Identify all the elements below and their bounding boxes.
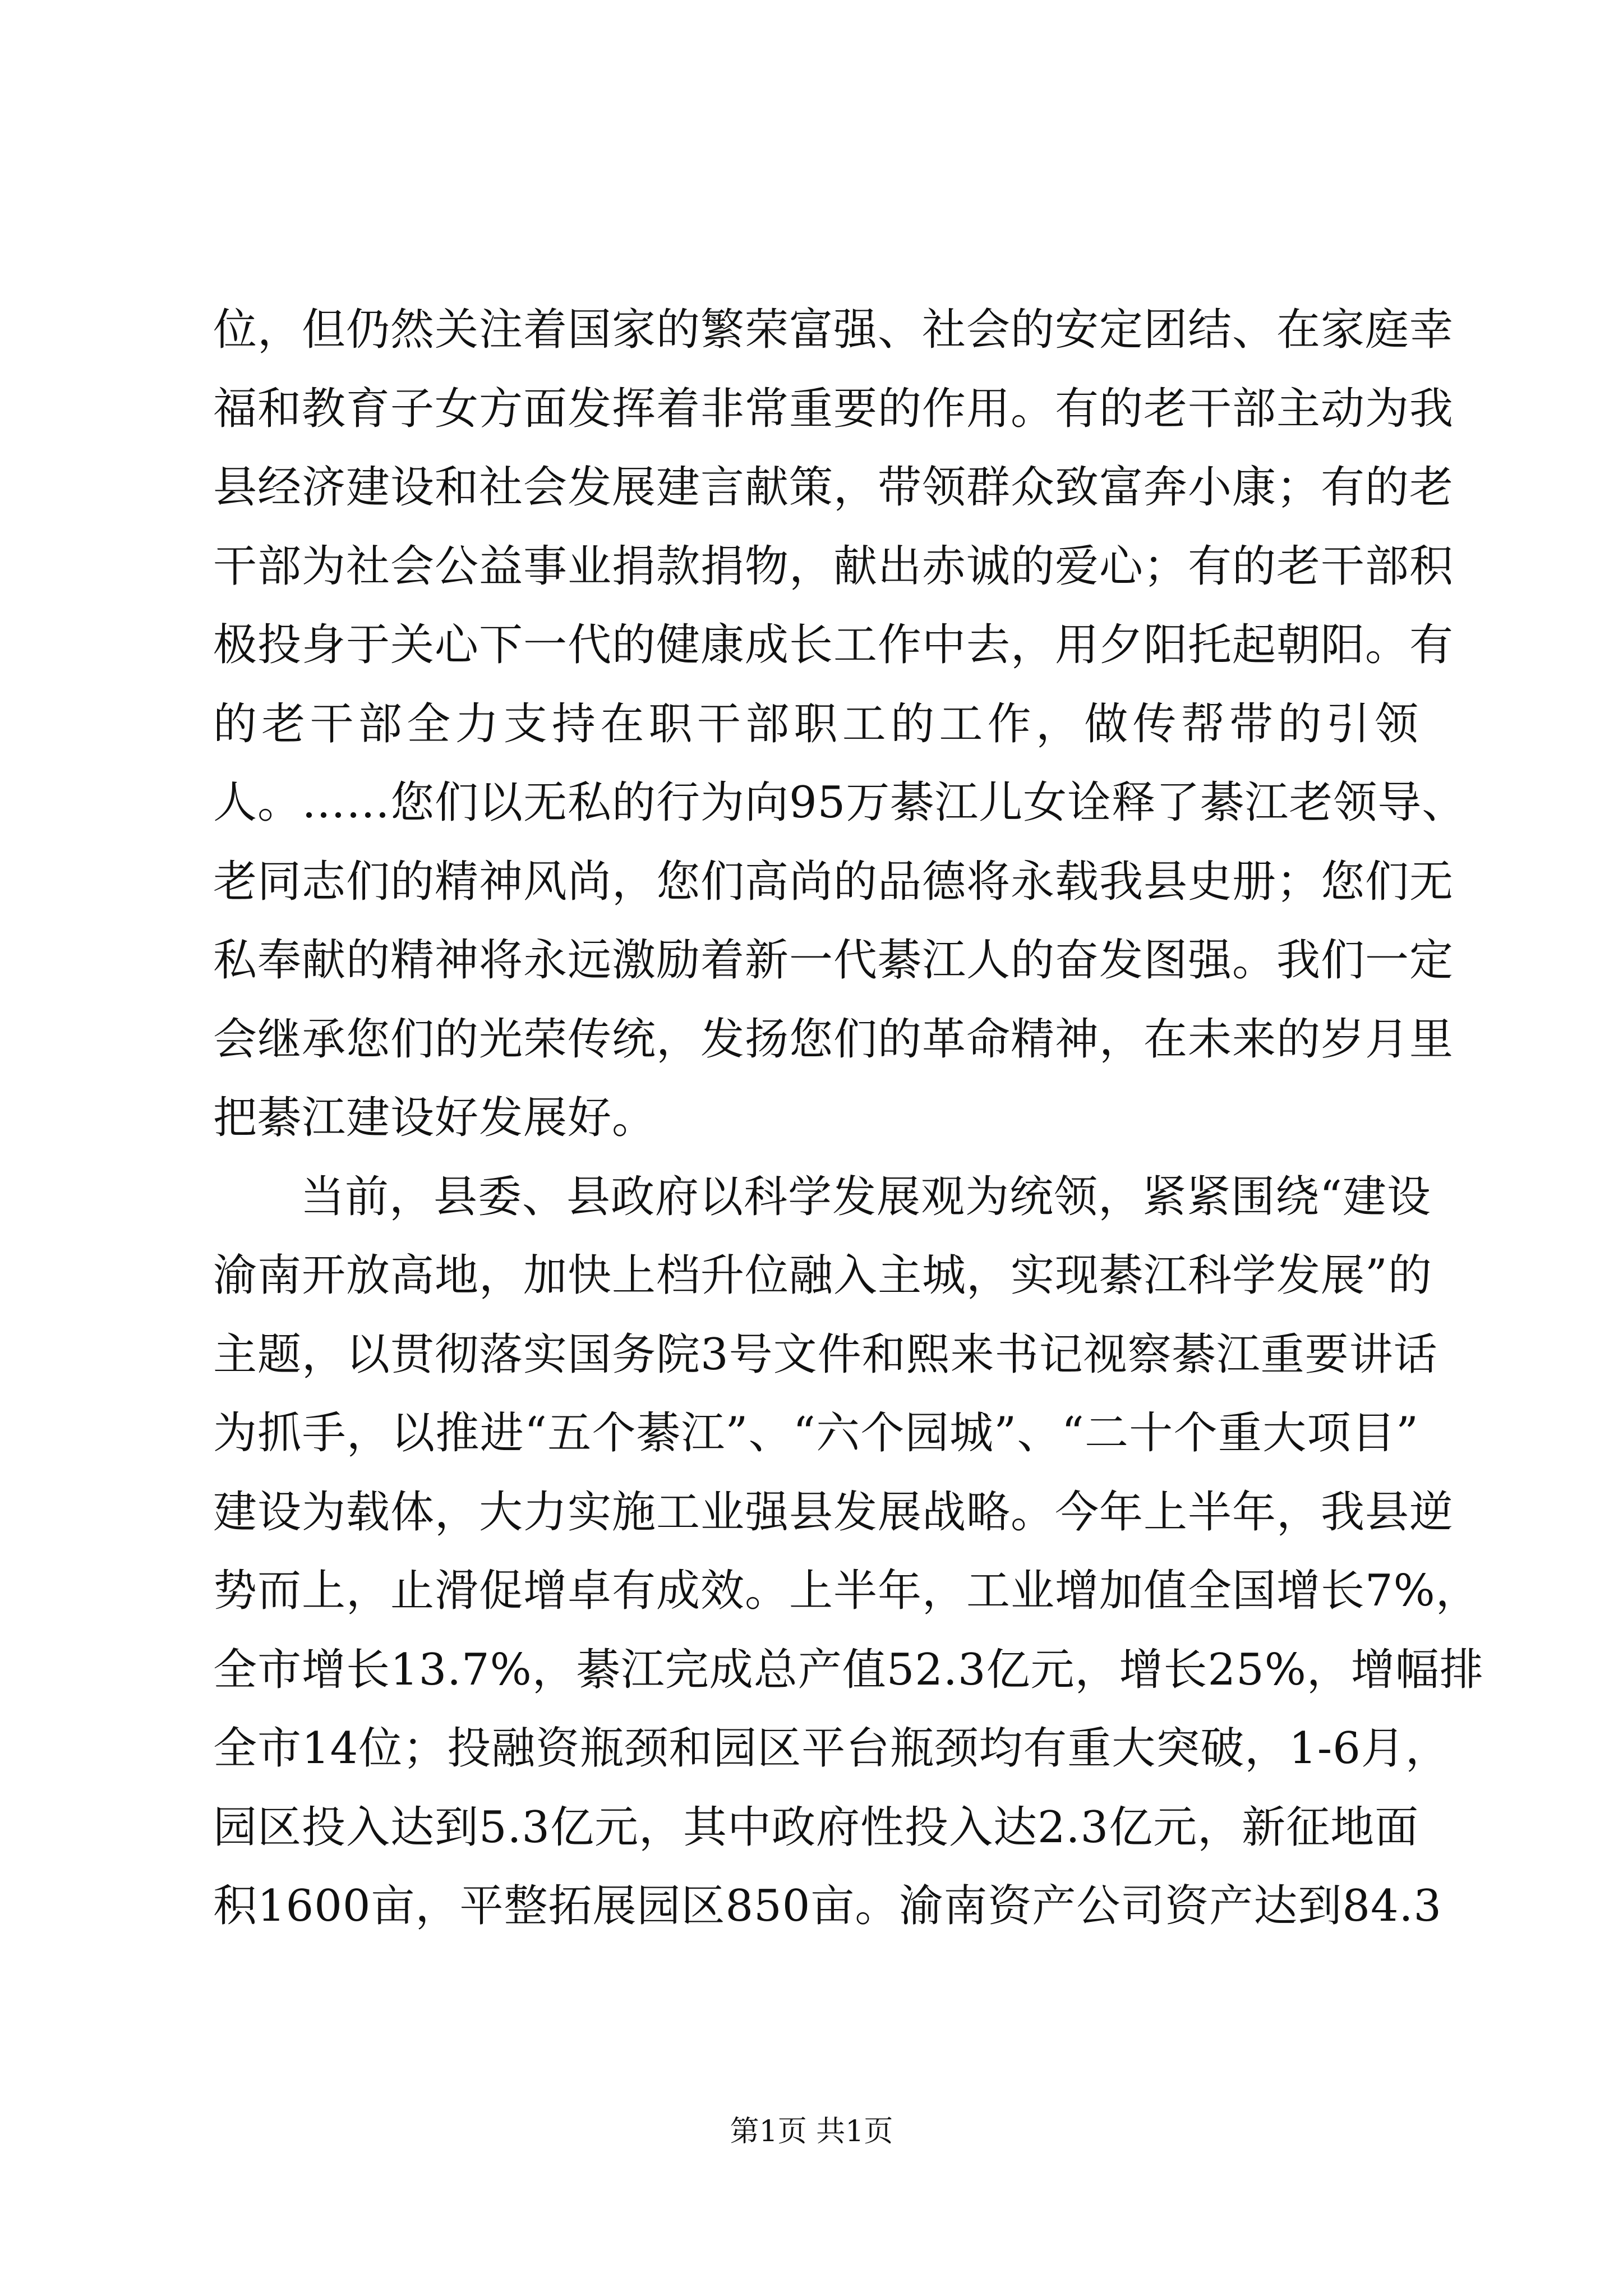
paragraph-line: 福和教育子女方面发挥着非常重要的作用。有的老干部主动为我 [213,383,1454,434]
paragraph-line: 建设为载体，大力实施工业强县发展战略。今年上半年，我县逆 [213,1487,1454,1538]
page-footer [0,2115,1623,2148]
paragraph-line: 为抓手，以推进“五个綦江”、“六个园城”、“二十个重大项目” [213,1408,1419,1458]
paragraph-line: 全市14位；投融资瓶颈和园区平台瓶颈均有重大突破，1-6月， [213,1723,1450,1774]
paragraph-line: 极投身于关心下一代的健康成长工作中去，用夕阳托起朝阳。有 [213,620,1454,670]
paragraph-line: 会继承您们的光荣传统，发扬您们的革命精神，在未来的岁月里 [213,1014,1454,1065]
paragraph-line: 渝南开放高地，加快上档升位融入主城，实现綦江科学发展”的 [213,1250,1432,1301]
paragraph-line: 园区投入达到5.3亿元，其中政府性投入达2.3亿元，新征地面 [213,1802,1419,1853]
paragraph-line: 当前，县委、县政府以科学发展观为统领，紧紧围绕“建设 [301,1171,1431,1222]
paragraph-line: 私奉献的精神将永远激励着新一代綦江人的奋发图强。我们一定 [213,935,1454,986]
paragraph-line: 势而上，止滑促增卓有成效。上半年，工业增加值全国增长7%， [213,1566,1480,1616]
paragraph-line: 位，但仍然关注着国家的繁荣富强、社会的安定团结、在家庭幸 [213,305,1454,355]
paragraph-line: 人。……您们以无私的行为向95万綦江儿女诠释了綦江老领导、 [213,777,1467,828]
paragraph-line: 主题，以贯彻落实国务院3号文件和熙来书记视察綦江重要讲话 [213,1329,1438,1380]
paragraph-line: 老同志们的精神风尚，您们高尚的品德将永载我县史册；您们无 [213,856,1454,907]
paragraph-line: 干部为社会公益事业捐款捐物，献出赤诚的爱心；有的老干部积 [213,541,1454,592]
paragraph-line: 把綦江建设好发展好。 [213,1093,657,1143]
paragraph-line: 全市增长13.7%，綦江完成总产值52.3亿元，增长25%，增幅排 [213,1644,1484,1695]
paragraph-line: 的老干部全力支持在职干部职工的工作，做传帮带的引领 [213,698,1419,749]
paragraph-line: 积1600亩，平整拓展园区850亩。渝南资产公司资产达到84.3 [213,1881,1442,1931]
page-number: 第1页 共1页 [730,2115,893,2148]
paragraph-line: 县经济建设和社会发展建言献策，带领群众致富奔小康；有的老 [213,462,1454,513]
body-text [213,291,1484,1946]
